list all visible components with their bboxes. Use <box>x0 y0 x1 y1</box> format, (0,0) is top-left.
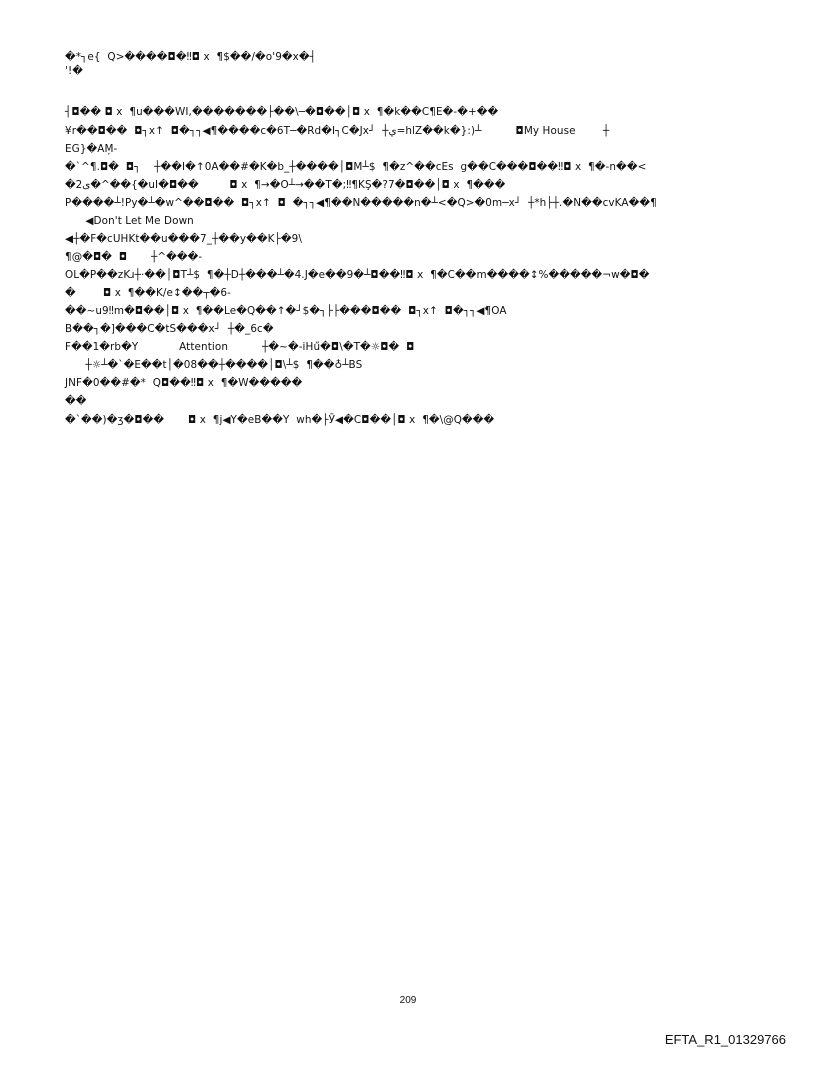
text-line: B��┐�]���C�tS���x┘ ┼�_6c� <box>65 323 274 335</box>
text-line: �`^¶.◘� ◘┐ ┼��I�↑0A��#�K�b_┼����│◘M┴$ ¶�z^��ⅽEs g��C���◘��‼◘ x ¶�-n��< <box>65 161 647 173</box>
text-line: ┼☼┴�`�E��t│�08��┼����│◘\┴$ ¶��♁┴BS <box>65 359 363 371</box>
text-line: ¥r��◘�� ◘┐x↑ ◘�┐┐◀¶����c�6T─�Rd�I┐C�Jx┘ ┼ي=hlZ��k�}:)┴ ◘My House ┼ <box>65 125 610 137</box>
text-line: ��~u9‼m�◘��│◘ x ¶��Le�Q��↑�┘$�┐├├���◘�� ◘┐x↑ ◘�┐┐◀¶OA <box>65 305 507 317</box>
text-line: ◀Don't Let Me Down <box>65 215 194 227</box>
text-line: '!� <box>65 65 83 77</box>
text-line: F��1�rb�Y Attention ┼�~�-iHű�◘\�T�☼◘� ◘ <box>65 341 415 353</box>
text-line: JNF�0��#�* Q◘��‼◘ x ¶�W����� <box>65 377 303 389</box>
text-line: OL�P��zKɹ┼·��│◘T┴$ ¶�┼D┼���┴�4.J�e��9�┴◘��‼◘ x ¶�C��m����↕%�����¬w�◘� <box>65 269 650 281</box>
text-line: �2ی�^��{�uI�◘�� ◘ x ¶→�O┴→��T�;‼¶KŞ�?7�◘��│◘ x ¶��� <box>65 179 506 191</box>
text-line: P����┴!Py�┴�w^��◘�� ◘┐x↑ ◘ �┐┐◀¶��N�����n�┴<�Q>�0m─x┘ ┼*h├┼.�N��cvKA��¶ <box>65 197 657 209</box>
document-id: EFTA_R1_01329766 <box>664 1032 786 1047</box>
text-line: ┤◘�� ◘ x ¶u���WI,�������├��\─�◘��│◘ x ¶�k��C¶E�-�+�� <box>65 106 499 118</box>
text-line: EG}�AM̦- <box>65 143 118 155</box>
text-line: �� <box>65 395 87 407</box>
text-line: � ◘ x ¶��K/e↕��┬�6- <box>65 287 231 299</box>
text-line: ◀┼�F�cUHKt��u���7_┼��y��K├�9\ <box>65 233 302 245</box>
text-line: �*┐e{ Q>����◘�‼◘ x ¶$��/�o'9�x�┤ <box>65 51 317 63</box>
text-line: �`��)�ʒ�◘�� ◘ x ¶j◀Y�eB��Y wh�├Ӯ◀�C◘��│◘ x ¶�\@Q��� <box>65 414 495 426</box>
text-line: ¶@�◘� ◘ ┼^���- <box>65 251 203 263</box>
page-number: 209 <box>399 995 417 1006</box>
